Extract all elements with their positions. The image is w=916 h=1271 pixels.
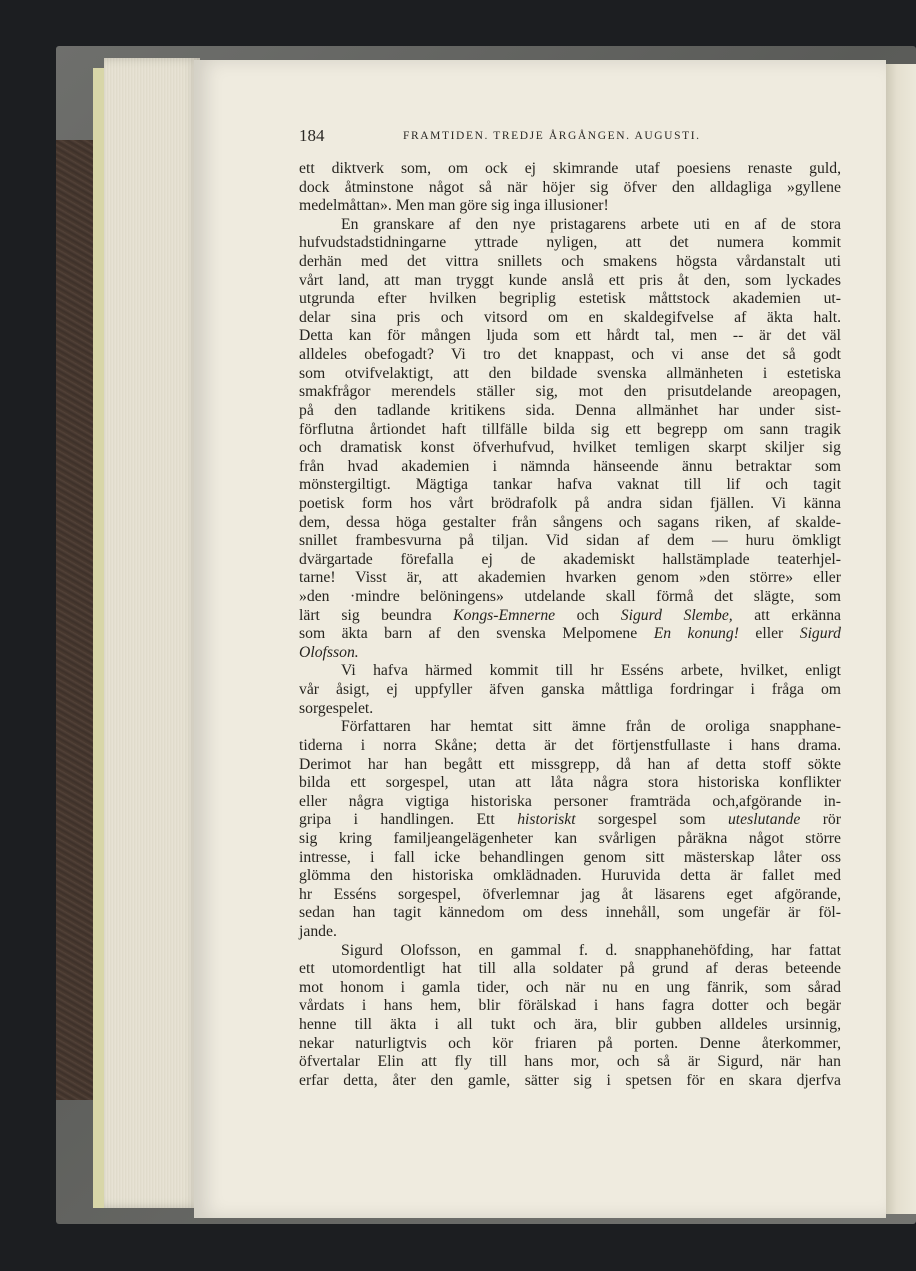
text-line [299, 402, 841, 421]
page-stack-edges [104, 58, 200, 1208]
text-run: hr Esséns sorgespel, öfverlemnar jag åt läsarens eget afgörande, [299, 885, 841, 903]
text-line [299, 1016, 841, 1035]
text-line [299, 272, 841, 291]
text-line [299, 625, 841, 644]
text-run: lärt sig beundra [299, 606, 454, 624]
text-run: som otvifvelaktigt, att den bildade svenska allmänheten i estetiska [299, 364, 841, 382]
text-run: mönstergiltigt. Mägtiga tankar hafva vaknat till lif och tagit [299, 476, 841, 494]
facing-page-edge [884, 64, 916, 1214]
text-line [299, 811, 841, 830]
text-run: som äkta barn af den svenska Melpomene [299, 625, 654, 643]
text-line [299, 309, 841, 328]
text-run: och dramatisk konst öfverhufvud, hvilket temligen skarpt skiljer sig [299, 439, 841, 457]
text-run: tiderna i norra Skåne; detta är det förtjenstfullaste i hans drama. [299, 736, 841, 754]
text-line [299, 514, 841, 533]
text-run: intresse, i fall icke behandlingen genom sitt mästerskap låter oss [299, 848, 841, 866]
text-line [299, 588, 841, 607]
text-line [299, 197, 841, 216]
text-line [299, 551, 841, 570]
text-line [299, 756, 841, 775]
text-line [299, 1035, 841, 1054]
text-run: Vi hafva härmed kommit till hr Esséns arbete, hvilket, enligt [341, 662, 841, 680]
text-run: ett utomordentligt hat till alla soldater på grund af deras beteende [299, 960, 841, 978]
text-run: bilda ett sorgespel, utan att låta några stora historiska konflikter [299, 774, 841, 792]
text-run: Detta kan för mången ljuda som ett hårdt tal, men -- är det väl [299, 327, 841, 345]
text-run: hufvudstadstidningarne yttrade nyligen, att det numera kommit [299, 234, 841, 252]
text-line [299, 365, 841, 384]
text-run: tarne! Visst är, att akademien hvarken genom »den större» eller [299, 569, 841, 587]
text-line [299, 495, 841, 514]
text-line [299, 476, 841, 495]
italic-title: Olofsson. [299, 643, 359, 661]
text-run: sig kring familjeangelägenheter kan svårligen påräkna något större [299, 829, 841, 847]
text-run: henne till äkta i all tukt och ära, blir gubben alldeles ursinnig, [299, 1016, 841, 1034]
text-run: vårdats i hans hem, blir förälskad i hans fagra dotter och begär [299, 997, 841, 1015]
text-line [299, 421, 841, 440]
text-run: på den tadlande kritikens sida. Denna allmänhet har under sist- [299, 401, 841, 419]
italic-title: Sigurd [799, 625, 841, 643]
text-run: eller några vigtiga historiska personer framträda och,afgörande in- [299, 792, 841, 810]
text-run: delar sina pris och vitsord om en skaldegifvelse af äkta halt. [299, 308, 841, 326]
running-head: FRAMTIDEN. TREDJE ÅRGÅNGEN. AUGUSTI. [403, 130, 701, 142]
text-line [299, 867, 841, 886]
text-run: medelmåttan». Men man göre sig inga illusioner! [299, 197, 609, 215]
text-line [299, 793, 841, 812]
text-run: poetisk form hos vårt brödrafolk på andra sidan fjällen. Vi känna [299, 494, 841, 512]
text-run: och [555, 606, 621, 624]
text-run: mot honom i gamla tider, och när nu en ung fänrik, som sårad [299, 978, 841, 996]
text-line [299, 681, 841, 700]
text-line [299, 942, 841, 961]
text-run: vårt land, att man tryggt kunde anslå ett pris åt den, som lyckades [299, 271, 841, 289]
text-line [299, 458, 841, 477]
text-line [299, 1072, 841, 1091]
text-run: »den ·mindre belöningens» utdelande skall förmå det slägte, som [299, 588, 841, 606]
text-run: snillet frambesvurna på tiljan. Vid sidan af dem — huru ömkligt [299, 532, 841, 550]
text-line [299, 997, 841, 1016]
italic-title: En konung! [653, 625, 739, 643]
italic-title: historiskt [517, 811, 576, 829]
text-line [299, 718, 841, 737]
text-run: dem, dessa höga gestalter från sångens och sagans riken, af skalde- [299, 513, 841, 531]
text-line [299, 179, 841, 198]
text-line [299, 960, 841, 979]
text-run: erfar detta, åter den gamle, sätter sig i spetsen för en skara djerfva [299, 1071, 841, 1089]
italic-title: uteslutande [727, 811, 801, 829]
text-line [299, 160, 841, 179]
text-run: gripa i handlingen. Ett [299, 811, 518, 829]
text-line [299, 923, 841, 942]
text-run: ett diktverk som, om ock ej skimrande utaf poesiens renaste guld, [299, 160, 841, 177]
text-run: nekar naturligtvis och kör friaren på porten. Denne återkommer, [299, 1034, 841, 1052]
text-line [299, 830, 841, 849]
text-run: jande. [299, 922, 337, 940]
text-line [299, 532, 841, 551]
text-run: dock åtminstone något så när höjer sig öfver den alldagliga »gyllene [299, 178, 841, 196]
text-run: öfvertalar Elin att fly till hans mor, och så är Sigurd, när han [299, 1053, 841, 1071]
italic-title: Kongs-Emnerne [453, 606, 556, 624]
body-text [299, 160, 841, 1090]
text-run: alldeles obefogadt? Vi tro det knappast, och vi anse det så godt [299, 346, 841, 364]
text-line [299, 1053, 841, 1072]
text-line [299, 849, 841, 868]
text-run: rör [800, 811, 841, 829]
text-line [299, 569, 841, 588]
text-line [299, 904, 841, 923]
text-line [299, 327, 841, 346]
text-line [299, 886, 841, 905]
text-line [299, 607, 841, 626]
text-line [299, 439, 841, 458]
text-run: från hvad akademien i nämnda hänseende ännu betraktar som [299, 457, 841, 475]
text-line [299, 383, 841, 402]
text-line [299, 234, 841, 253]
text-run: sedan han tagit kännedom om dess innehåll, som ungefär är föl- [299, 904, 841, 922]
text-line [299, 737, 841, 756]
text-run: Derimot har han begått ett missgrepp, då han af detta stoff sökte [299, 755, 841, 773]
text-line [299, 290, 841, 309]
text-run: Författaren har hemtat sitt ämne från de oroliga snapphane- [341, 718, 841, 736]
text-run: vår åsigt, ej uppfyller äfven ganska måttliga fordringar i fråga om [299, 681, 841, 699]
text-run: förflutna årtiondet haft tillfälle bilda sig ett begrepp om sann tragik [299, 420, 841, 438]
page-number: 184 [299, 126, 325, 145]
text-run: derhän med det vittra snillets och smakens högsta vårdanstalt uti [299, 253, 841, 271]
text-run: smakfrågor merendels ställer sig, mot den prisutdelande areopagen, [299, 383, 841, 401]
text-line [299, 662, 841, 681]
text-run: sorgespelet. [299, 699, 374, 717]
text-run: att erkänna [732, 606, 841, 624]
text-run: utgrunda efter hvilken begriplig estetisk måttstock akademien ut- [299, 290, 841, 308]
text-line [299, 644, 841, 663]
text-line [299, 346, 841, 365]
text-line [299, 979, 841, 998]
italic-title: Sigurd Slembe, [620, 606, 733, 624]
text-line [299, 216, 841, 235]
text-run: eller [738, 625, 800, 643]
text-run: glömma den historiska omklädnaden. Huruvida detta är fallet med [299, 867, 841, 885]
text-run: En granskare af den nye pristagarens arbete uti en af de stora [341, 215, 841, 233]
text-run: sorgespel som [575, 811, 728, 829]
text-line [299, 700, 841, 719]
text-line [299, 253, 841, 272]
text-run: dvärgartade förefalla ej de akademiskt hallstämplade teaterhjel- [299, 550, 841, 568]
text-line [299, 774, 841, 793]
text-run: Sigurd Olofsson, en gammal f. d. snapphanehöfding, har fattat [341, 941, 841, 959]
